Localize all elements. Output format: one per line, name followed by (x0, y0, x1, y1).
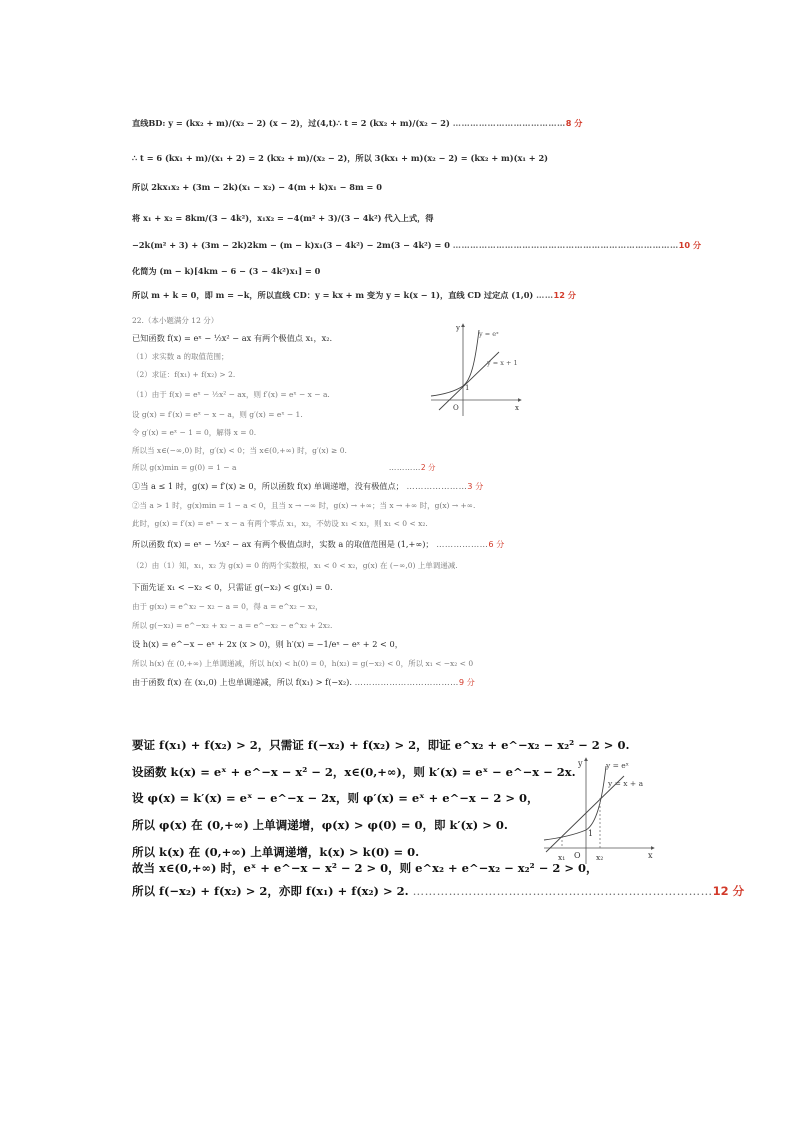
text-line-p3-1: 设函数 k(x) = eˣ + e^−x − x² − 2，x∈(0,+∞)，则 k′(x) = eˣ − e^−x − 2x. (132, 765, 576, 779)
score-label: 9 分 (458, 677, 475, 687)
text-line-p1-6: 所以 m + k = 0，即 m = −k，所以直线 CD：y = kx + m 变为 y = k(x − 1)，直线 CD 过定点 (1,0) ……12 分 (132, 290, 576, 300)
text-line-p2-10: ②当 a > 1 时，g(x)min = 1 − a < 0，且当 x → −∞ 时，g(x) → +∞；当 x → +∞ 时，g(x) → +∞. (132, 501, 476, 510)
score-label: 10 分 (678, 240, 702, 250)
text-line-p2-1: 已知函数 f(x) = eˣ − ½x² − ax 有两个极值点 x₁，x₂. (132, 333, 333, 343)
score-label: 8 分 (565, 118, 583, 128)
text-line-p2-18: 所以 h(x) 在 (0,+∞) 上单调递减，所以 h(x) < h(0) = 0，h(x₂) = g(−x₂) < 0，所以 x₁ < −x₂ < 0 (132, 659, 474, 668)
text-line-p2-5: 设 g(x) = f′(x) = eˣ − x − a，则 g′(x) = eˣ − 1. (132, 410, 303, 419)
label-one: 1 (588, 829, 594, 838)
label-origin: O (453, 404, 459, 412)
text-line-p2-8: 所以 g(x)min = g(0) = 1 − a …………2 分 (132, 463, 436, 472)
graph-exp-tangent-1 (425, 318, 525, 418)
text-line-p3-5: 故当 x∈(0,+∞) 时，eˣ + e^−x − x² − 2 > 0，则 e^x₂ + e^−x₂ − x₂² − 2 > 0， (132, 861, 598, 875)
label-line: y = x + 1 (487, 359, 518, 367)
text-line-p1-1: ∴ t = 6 (kx₁ + m)/(x₁ + 2) = 2 (kx₂ + m)/(x₂ − 2)，所以 3(kx₁ + m)(x₂ − 2) = (kx₂ + m)(x₁ + 2) (132, 153, 549, 163)
text-line-p2-2: （1）求实数 a 的取值范围； (132, 352, 229, 361)
text-line-p1-0: 直线BD: y = (kx₂ + m)/(x₂ − 2) (x − 2)，过(4,t)∴ t = 2 (kx₂ + m)/(x₂ − 2) …………………………………8 分 (132, 118, 583, 128)
label-y: y (456, 324, 460, 332)
text-line-p1-3: 将 x₁ + x₂ = 8km/(3 − 4k²)，x₁x₂ = −4(m² + 3)/(3 − 4k²) 代入上式，得 (132, 213, 434, 223)
label-line: y = x + a (608, 779, 644, 788)
score-label: 3 分 (467, 481, 484, 491)
text-line-p2-4: （1）由于 f(x) = eˣ − ½x² − ax，则 f′(x) = eˣ − x − a. (132, 390, 330, 399)
text-line-p3-3: 所以 φ(x) 在 (0,+∞) 上单调递增，φ(x) > φ(0) = 0，即 k′(x) > 0. (132, 818, 508, 832)
text-line-p2-11: 此时，g(x) = f′(x) = eˣ − x − a 有两个零点 x₁，x₂，不妨设 x₁ < x₂，则 x₁ < 0 < x₂. (132, 519, 428, 528)
text-line-p2-19: 由于函数 f(x) 在 (x₁,0) 上也单调递减，所以 f(x₁) > f(−x₂). ………………………………9 分 (132, 677, 475, 687)
text-line-p2-12: 所以函数 f(x) = eˣ − ½x² − ax 有两个极值点时，实数 a 的取值范围是 (1,+∞)； ………………6 分 (132, 539, 505, 549)
text-line-p3-2: 设 φ(x) = k′(x) = eˣ − e^−x − 2x，则 φ′(x) = eˣ + e^−x − 2 > 0， (132, 791, 539, 805)
score-label: 6 分 (488, 539, 505, 549)
text-line-p1-5: 化简为 (m − k)[4km − 6 − (3 − 4k²)x₁] = 0 (132, 266, 321, 276)
score-label: 12 分 (712, 884, 745, 898)
text-line-p2-7: 所以当 x∈(−∞,0) 时，g′(x) < 0；当 x∈(0,+∞) 时，g′(x) ≥ 0. (132, 446, 347, 455)
graph-exp-tangent-2 (540, 752, 660, 867)
text-line-p2-17: 设 h(x) = e^−x − eˣ + 2x (x > 0)，则 h′(x) = −1/eˣ − eˣ + 2 < 0， (132, 639, 403, 649)
text-line-p1-2: 所以 2kx₁x₂ + (3m − 2k)(x₁ − x₂) − 4(m + k)x₁ − 8m = 0 (132, 182, 382, 192)
text-line-p3-6: 所以 f(−x₂) + f(x₂) > 2，亦即 f(x₁) + f(x₂) > 2. …………………………………………………………………12 分 (132, 884, 745, 898)
text-line-p2-14: 下面先证 x₁ < −x₂ < 0，只需证 g(−x₂) < g(x₁) = 0. (132, 582, 333, 592)
text-line-p2-3: （2）求证：f(x₁) + f(x₂) > 2. (132, 370, 236, 379)
text-line-p3-4: 所以 k(x) 在 (0,+∞) 上单调递增，k(x) > k(0) = 0. (132, 845, 420, 859)
score-label: 2 分 (420, 463, 436, 472)
label-curve: y = eˣ (479, 330, 499, 338)
label-x: x (648, 851, 653, 860)
exp-curve (431, 330, 479, 396)
score-label: 12 分 (553, 290, 576, 300)
text-line-p2-15: 由于 g(x₂) = e^x₂ − x₂ − a = 0，得 a = e^x₂ − x₂， (132, 602, 323, 611)
text-line-p2-13: （2）由（1）知，x₁，x₂ 为 g(x) = 0 的两个实数根，x₁ < 0 < x₂，g(x) 在 (−∞,0) 上单调递减. (132, 561, 458, 570)
label-y: y (578, 759, 583, 768)
text-line-p2-16: 所以 g(−x₂) = e^−x₂ + x₂ − a = e^−x₂ − e^x₂ + 2x₂. (132, 621, 333, 630)
label-x: x (515, 404, 519, 412)
label-x1: x₁ (558, 853, 566, 862)
text-line-p2-6: 令 g′(x) = eˣ − 1 = 0，解得 x = 0. (132, 428, 257, 437)
text-line-p2-9: ①当 a ≤ 1 时，g(x) = f′(x) ≥ 0，所以函数 f(x) 单调递增，没有极值点； …………………3 分 (132, 481, 484, 491)
label-origin: O (574, 851, 581, 860)
text-line-p1-4: −2k(m² + 3) + (3m − 2k)2km − (m − k)x₁(3 − 4k²) − 2m(3 − 4k²) = 0 ……………………………………………………………………10 分 (132, 240, 702, 250)
text-line-p2-0: 22.（本小题满分 12 分） (132, 316, 219, 325)
label-x2: x₂ (596, 853, 604, 862)
text-line-p3-0: 要证 f(x₁) + f(x₂) > 2，只需证 f(−x₂) + f(x₂) > 2，即证 e^x₂ + e^−x₂ − x₂² − 2 > 0. (132, 738, 630, 752)
label-one: 1 (465, 384, 470, 392)
label-curve: y = eˣ (606, 761, 629, 770)
